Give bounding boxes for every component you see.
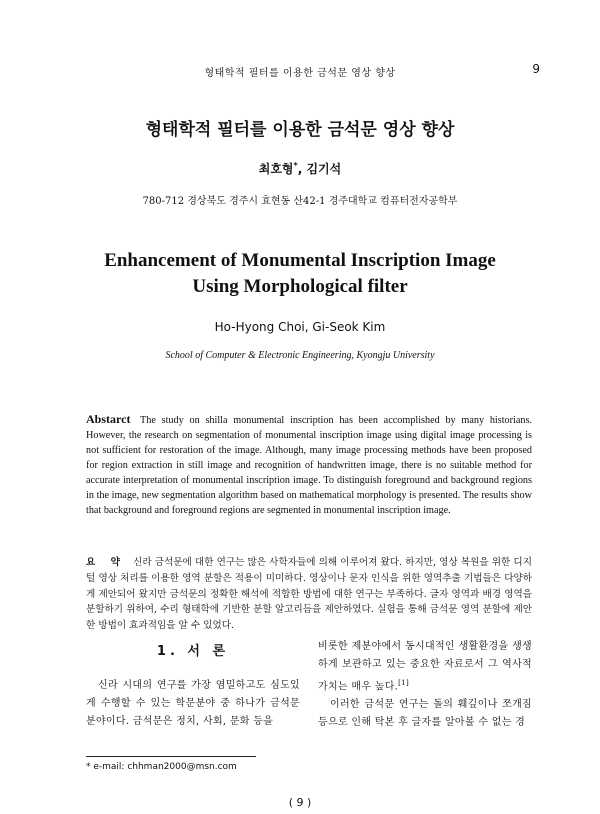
author-1: 최호형 — [258, 162, 294, 176]
author-separator: , — [297, 162, 307, 176]
korean-affiliation: 780-712 경상북도 경주시 효현동 산42-1 경주대학교 컴퓨터전자공학부 — [142, 196, 458, 207]
author-mark: * — [293, 161, 298, 170]
intro-paragraph-1 — [318, 638, 532, 696]
english-title — [0, 248, 600, 300]
footnote-rule — [86, 756, 256, 757]
summary-label: 요 약 — [86, 557, 126, 568]
intro-paragraph-2: 이러한 금석문 연구는 돌의 훼깊이나 쪼개짐 등으로 인해 탁본 후 글자를 알아볼 수 없는 경 — [318, 699, 532, 729]
running-head: 형태학적 필터를 이용한 금석문 영상 향상 — [204, 68, 396, 79]
english-authors: Ho-Hyong Choi, Gi-Seok Kim — [214, 320, 386, 334]
page-number-bottom: ( 9 ) — [288, 796, 312, 809]
page-number-top: 9 — [532, 62, 540, 76]
korean-authors — [0, 160, 600, 177]
korean-title: 형태학적 필터를 이용한 금석문 영상 향상 — [145, 120, 455, 140]
korean-summary — [86, 555, 532, 634]
abstract-text: The study on shilla monumental inscription has been accomplished by many historians. However, the research on segmentation of monumental inscription image using digital image processing is not sufficient for restoration of the image. Although, many image processing methods have been proposed for region extraction in still image and recognition of handwritten image, there is no suitable method for accurate interpretation of monumental inscription image. To distinguish foreground and background regions in the image, new segmentation algorithm based on mathematical morphology is presented. The results show that background and foreground regions are segmented in monumental inscription image. — [86, 415, 532, 516]
abstract-label: Abstarct — [86, 412, 131, 426]
left-column — [86, 640, 300, 731]
abstract — [86, 412, 532, 518]
english-affiliation: School of Computer & Electronic Engineering, Kyongju University — [165, 350, 435, 361]
intro-text-left: 신라 시대의 연구를 가장 염밀하고도 심도있게 수행할 수 있는 학문분야 중 하나가 금석문 분야이다. 금석문은 정치, 사회, 문화 등을 — [86, 680, 300, 727]
section-title: 1. 서 론 — [156, 644, 230, 659]
citation-ref: [1] — [398, 679, 409, 687]
english-title-line-2: Using Morphological filter — [192, 276, 408, 297]
footnote: * e-mail: chhman2000@msn.com — [86, 762, 237, 772]
english-title-line-1: Enhancement of Monumental Inscription Image — [104, 250, 496, 271]
summary-text: 신라 금석문에 대한 연구는 많은 사학자들에 의해 이루어져 왔다. 하지만, 영상 복원을 위한 디지털 영상 처리를 이용한 영역 분할은 적용이 미미하다. 영상이나 문자 인식을 위한 영역추출 기법들은 다양하게 제안되어 왔지만 금석문의 정확한 해석에 적합한 방법에 대한 연구는 부족하다. 글자 영역과 배경 영역을 분할하기 위하여, 수리 형태학에 기반한 분할 알고리듬을 제안하였다. 실험을 통해 금석문 영역 분할에 제안한 방법이 효과적임을 알 수 있었다. — [86, 557, 532, 632]
author-2: 김기석 — [306, 162, 342, 176]
intro-paragraph-1-text: 비롯한 제분야에서 동시대적인 생활환경을 생생하게 보관하고 있는 중요한 자료로서 그 역사적 가치는 매우 높다. — [318, 641, 532, 693]
right-column — [318, 638, 532, 732]
